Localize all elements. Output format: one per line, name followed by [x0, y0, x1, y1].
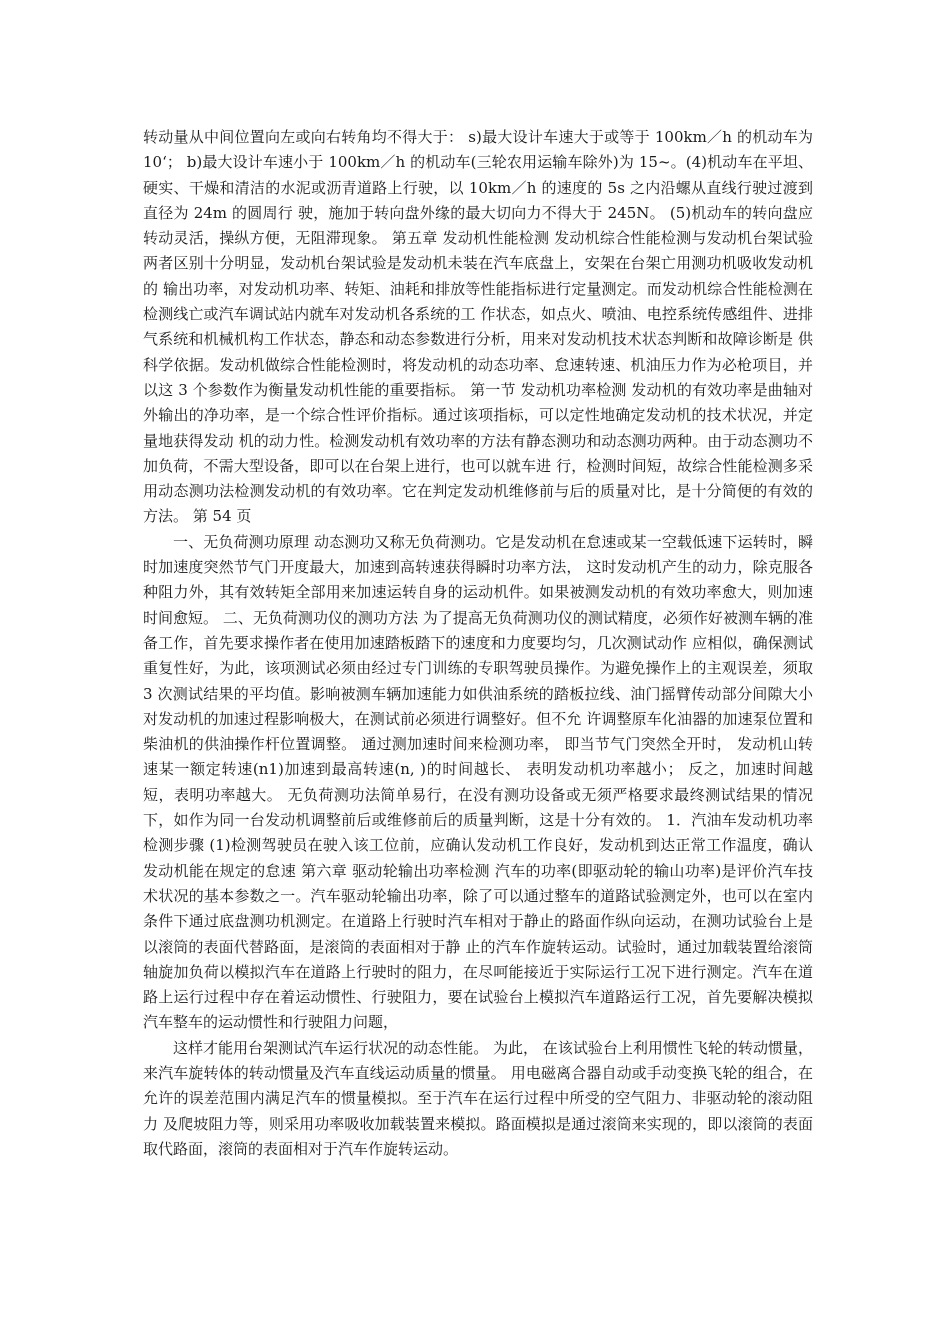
document-body [143, 125, 818, 1162]
paragraph-2: 一、无负荷测功原理 动态测功又称无负荷测功。它是发动机在怠速或某一空载低速下运转时，瞬时加速度突然节气门开度最大，加速到高转速获得瞬时功率方法， 这时发动机产生的动力，除克服各种阻力外，其有效转矩全部用来加速运转自身的运动机件。如果被测发动机的有效功率愈大，则加速时间愈短。 二、无负荷测功仪的测功方法 为了提高无负荷测功仪的测试精度，必须作好被测车辆的准备工作，首先要求操作者在使用加速踏板踏下的速度和力度要均匀，几次测试动作 应相似，确保测试重复性好，为此，该项测试必须由经过专门训练的专职驾驶员操作。为避免操作上的主观误差，须取 3 次测试结果的平均值。影响被测车辆加速能力如供油系统的踏板拉线、油门摇臂传动部分间隙大小对发动机的加速过程影响极大，在测试前必须进行调整好。但不允 许调整原车化油器的加速泵位置和柴油机的供油操作杆位置调整。 通过测加速时间来检测功率， 即当节气门突然全开时， 发动机山转速某一额定转速(n1)加速到最高转速(n, )的时间越长、 表明发动机功率越小； 反之，加速时间越短，表明功率越大。 无负荷测功法简单易行，在没有测功设备或无须严格要求最终测试结果的情况下，如作为同一台发动机调整前后或维修前后的质量判断，这是十分有效的。 1．汽油车发动机功率检测步骤 (1)检测驾驶员在驶入该工位前，应确认发动机工作良好，发动机到达正常工作温度，确认发动机能在规定的怠速 第六章 驱动轮输出功率检测 汽车的功率(即驱动轮的输山功率)是评价汽车技术状况的基本参数之一。汽车驱动轮输出功率，除了可以通过整车的道路试验测定外，也可以在室内 条件下通过底盘测功机测定。在道路上行驶时汽车相对于静止的路面作纵向运动，在测功试验台上是以滚筒的表面代替路面，是滚筒的表面相对于静 止的汽车作旋转运动。试验时，通过加载装置给滚筒轴旋加负荷以模拟汽车在道路上行驶时的阻力，在尽呵能接近于实际运行工况下进行测定。汽车在道路上运行过程中存在着运动惯性、行驶阻力，要在试验台上模拟汽车道路运行工况，首先要解决模拟汽车整车的运动惯性和行驶阻力问题， [143, 532, 818, 1032]
paragraph-1: 转动量从中间位置向左或向右转角均不得大于： s)最大设计车速大于或等于 100km／h 的机动车为 10‘； b)最大设计车速小于 100km／h 的机动车(三轮农用运输车除外)为 15~。(4)机动车在平坦、硬实、干燥和清洁的水泥或沥青道路上行驶，以 10km／h 的速度的 5s 之内沿螺从直线行驶过渡到直径为 24m 的圆周行 驶，施加于转向盘外缘的最大切向力不得大于 245N。 (5)机动车的转向盘应转动灵活，操纵方便，无阻滞现象。 第五章 发动机性能检测 发动机综合性能检测与发动机台架试验两者区别十分明显，发动机台架试验是发动机未装在汽车底盘上，安架在台架亡用测功机吸收发动机的 输出功率，对发动机功率、转矩、油耗和排放等性能指标进行定量测定。而发动机综合性能检测在检测线亡或汽车调试站内就车对发动机各系统的工 作状态，如点火、喷油、电控系统传感组件、进排气系统和机械机构工作状态，静态和动态参数进行分析，用来对发动机技术状态判断和故障诊断是 供科学依据。发动机做综合性能检测时，将发动机的动态功率、怠速转速、机油压力作为必枪项目，并以这 3 个参数作为衡量发动机性能的重要指标。 第一节 发动机功率检测 发动机的有效功率是曲轴对外输出的净功率，是一个综合性评价指标。通过该项指标，可以定性地确定发动机的技术状况，并定量地获得发动 机的动力性。检测发动机有效功率的方法有静态测功和动态测功两种。由于动态测功不加负荷，不需大型设备，即可以在台架上进行，也可以就车进 行，检测时间短，故综合性能检测多采用动态测功法检测发动机的有效功率。它在判定发动机维修前与后的质量对比，是十分简便的有效的方法。 第 54 页 [143, 128, 818, 526]
paragraph-3: 这样才能用台架测试汽车运行状况的动态性能。 为此， 在该试验台上利用惯性飞轮的转动惯量， 来汽车旋转体的转动惯量及汽车直线运动质量的惯量。 用电磁离合器自动或手动变换飞轮的组合，在允许的误差范围内满足汽车的惯量模拟。至于汽车在运行过程中所受的空气阻力、非驱动轮的滚动阻力 及爬坡阻力等，则采用功率吸收加载装置来模拟。路面模拟是通过滚筒来实现的，即以滚筒的表面取代路面，滚筒的表面相对于汽车作旋转运动。 [143, 1038, 818, 1158]
